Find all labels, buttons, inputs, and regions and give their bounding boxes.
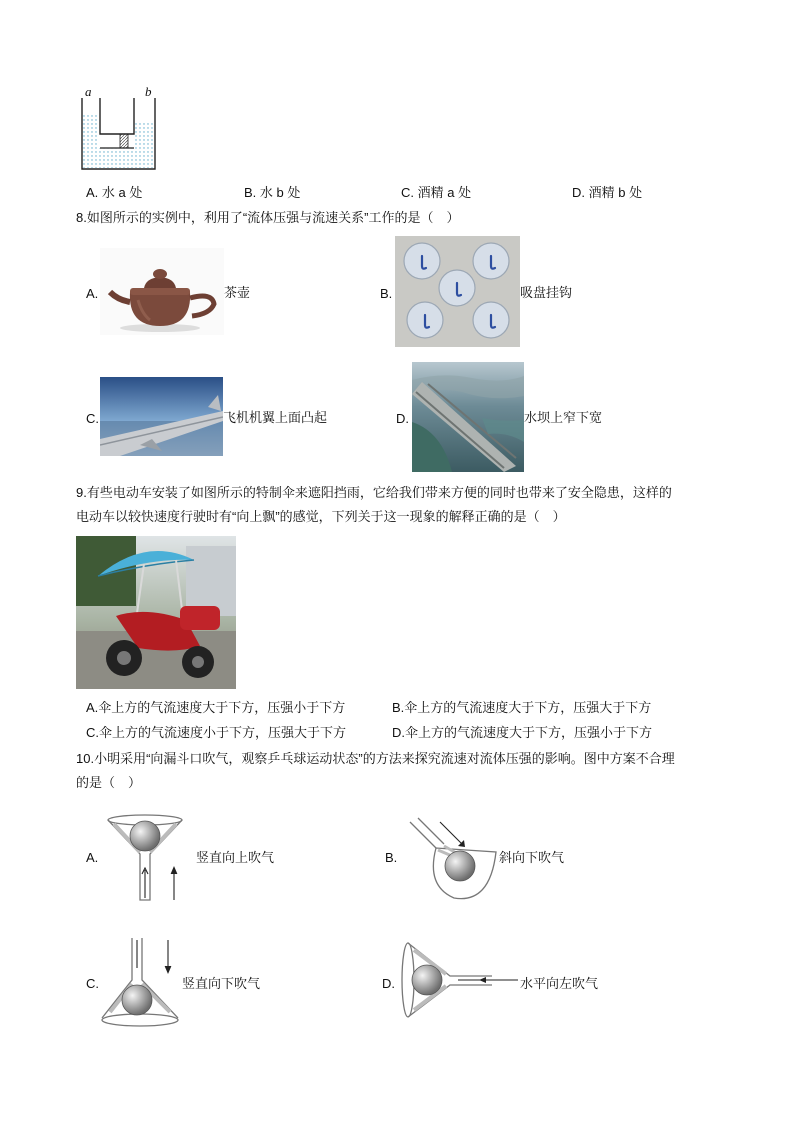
- q10-option-d-caption: 水平向左吹气: [520, 976, 599, 991]
- q10-stem-line1: 10.小明采用“向漏斗口吹气，观察乒乓球运动状态”的方法来探究流速对流体压强的影响。图中方案不合理: [76, 751, 675, 766]
- q7-option-a: A. 水 a 处: [86, 185, 143, 200]
- q9-option-d: D.伞上方的气流速度大于下方，压强小于下方: [392, 725, 653, 740]
- label-b: b: [145, 84, 152, 99]
- q8-option-d-letter: D.: [396, 411, 409, 426]
- q9-stem-line1: 9.有些电动车安装了如图所示的特制伞来遮阳挡雨，它给我们带来方便的同时也带来了安全隐患，这样的: [76, 485, 672, 500]
- q8-option-a-letter: A.: [86, 286, 99, 301]
- q10-option-d-letter: D.: [382, 976, 395, 991]
- airplane-wing-photo: [100, 377, 223, 456]
- funnel-figure-b: [406, 816, 498, 902]
- q7-option-d: D. 酒精 b 处: [572, 185, 643, 200]
- q10-option-b-letter: B.: [385, 850, 398, 865]
- suction-hook-photo: [395, 236, 520, 347]
- label-a: a: [85, 84, 92, 99]
- q7-option-b: B. 水 b 处: [244, 185, 301, 200]
- q10-option-c-letter: C.: [86, 976, 99, 991]
- q8-option-b-letter: B.: [380, 286, 393, 301]
- q8-option-c-letter: C.: [86, 411, 99, 426]
- u-tube-figure: [74, 86, 174, 176]
- funnel-figure-a: [104, 812, 194, 904]
- dam-photo: [412, 362, 524, 472]
- q10-option-a-letter: A.: [86, 850, 99, 865]
- q9-option-c: C.伞上方的气流速度小于下方，压强大于下方: [86, 725, 347, 740]
- teapot-photo: [100, 248, 224, 335]
- q10-option-b-caption: 斜向下吹气: [499, 850, 565, 865]
- q8-option-c-caption: 飞机机翼上面凸起: [223, 410, 328, 425]
- q9-stem-line2: 电动车以较快速度行驶时有“向上飘”的感觉，下列关于这一现象的解释正确的是（ ）: [76, 509, 566, 524]
- funnel-figure-c: [100, 934, 184, 1028]
- q10-option-a-caption: 竖直向上吹气: [196, 850, 275, 865]
- q7-option-c: C. 酒精 a 处: [401, 185, 472, 200]
- q8-option-a-caption: 茶壶: [224, 285, 251, 300]
- q8-option-b-caption: 吸盘挂钩: [520, 285, 573, 300]
- q10-option-c-caption: 竖直向下吹气: [182, 976, 261, 991]
- q9-option-a: A.伞上方的气流速度大于下方，压强小于下方: [86, 700, 346, 715]
- scooter-umbrella-photo: [76, 536, 236, 689]
- q8-stem: 8.如图所示的实例中，利用了“流体压强与流速关系”工作的是（ ）: [76, 210, 460, 225]
- q9-option-b: B.伞上方的气流速度大于下方，压强大于下方: [392, 700, 652, 715]
- q8-option-d-caption: 水坝上窄下宽: [524, 410, 603, 425]
- q10-stem-line2: 的是（ ）: [76, 775, 142, 790]
- funnel-figure-d: [400, 940, 520, 1020]
